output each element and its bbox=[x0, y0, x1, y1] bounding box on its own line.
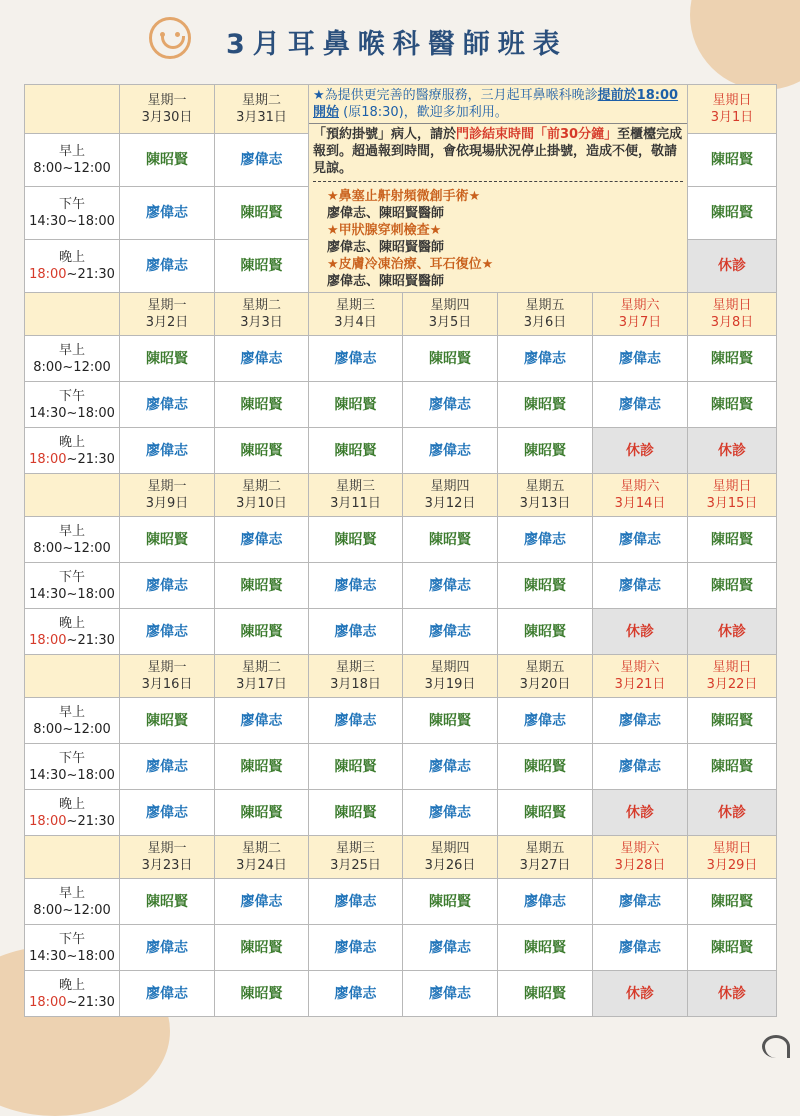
slot-name: 下午 bbox=[58, 750, 85, 766]
slot-label-evening bbox=[25, 790, 120, 836]
doctor-cell: 陳昭賢 bbox=[688, 879, 777, 925]
corner-cell bbox=[25, 474, 120, 517]
day-header bbox=[688, 836, 777, 879]
slot-row-morning bbox=[25, 336, 777, 382]
date: 3月26日 bbox=[424, 858, 476, 873]
notice-box bbox=[309, 85, 688, 293]
doctor-cell: 廖偉志 bbox=[120, 428, 215, 474]
slot-time-start: 18:00 bbox=[29, 632, 67, 648]
slot-time: 8:00~12:00 bbox=[33, 721, 111, 737]
day-header bbox=[688, 474, 777, 517]
week-header-row bbox=[25, 836, 777, 879]
doctor-cell: 陳昭賢 bbox=[688, 698, 777, 744]
doctor-cell: 陳昭賢 bbox=[215, 187, 309, 240]
day-header bbox=[593, 474, 688, 517]
notice-item1-title: ★鼻塞止鼾射頻微創手術★ bbox=[327, 189, 481, 204]
doctor-cell: 廖偉志 bbox=[403, 609, 498, 655]
doctor-cell: 陳昭賢 bbox=[403, 698, 498, 744]
day-header bbox=[403, 293, 498, 336]
doctor-cell: 陳昭賢 bbox=[215, 240, 309, 293]
slot-time-end: ~21:30 bbox=[66, 994, 115, 1010]
slot-name: 下午 bbox=[58, 197, 85, 213]
doctor-cell: 廖偉志 bbox=[215, 134, 309, 187]
date: 3月12日 bbox=[424, 496, 476, 511]
slot-label-morning bbox=[25, 879, 120, 925]
slot-row-evening bbox=[25, 609, 777, 655]
corner-cell bbox=[25, 293, 120, 336]
date: 3月6日 bbox=[523, 315, 567, 330]
date: 3月23日 bbox=[141, 858, 193, 873]
notice-line1-a: ★為提供更完善的醫療服務，三月起耳鼻喉科晚診 bbox=[313, 88, 598, 103]
doctor-cell: 廖偉志 bbox=[593, 744, 688, 790]
weekday: 星期五 bbox=[525, 479, 565, 494]
slot-time: 14:30~18:00 bbox=[29, 214, 115, 230]
weekday: 星期三 bbox=[335, 841, 375, 856]
day-header bbox=[403, 474, 498, 517]
slot-time: 14:30~18:00 bbox=[29, 405, 115, 421]
day-header bbox=[688, 655, 777, 698]
slot-label-afternoon bbox=[25, 744, 120, 790]
day-header bbox=[688, 293, 777, 336]
slot-label-morning bbox=[25, 134, 120, 187]
weekday: 星期六 bbox=[620, 298, 660, 313]
doctor-cell: 陳昭賢 bbox=[215, 744, 309, 790]
doctor-cell: 廖偉志 bbox=[403, 744, 498, 790]
day-header bbox=[309, 836, 403, 879]
weekday: 星期四 bbox=[430, 479, 470, 494]
notice-item1-doctors: 廖偉志、陳昭賢醫師 bbox=[327, 206, 445, 221]
slot-name: 晚上 bbox=[58, 796, 85, 812]
doctor-cell: 廖偉志 bbox=[403, 428, 498, 474]
weekday: 星期二 bbox=[241, 479, 281, 494]
doctor-cell: 陳昭賢 bbox=[498, 925, 593, 971]
date: 3月24日 bbox=[236, 858, 287, 873]
doctor-cell: 陳昭賢 bbox=[403, 879, 498, 925]
date: 3月5日 bbox=[428, 315, 472, 330]
weekday: 星期四 bbox=[430, 841, 470, 856]
slot-row-morning bbox=[25, 698, 777, 744]
closed-cell: 休診 bbox=[688, 790, 777, 836]
doctor-cell: 陳昭賢 bbox=[120, 879, 215, 925]
doctor-cell: 陳昭賢 bbox=[688, 336, 777, 382]
date: 3月11日 bbox=[330, 496, 381, 511]
doctor-cell: 廖偉志 bbox=[120, 563, 215, 609]
smiley-icon bbox=[149, 17, 191, 59]
closed-cell: 休診 bbox=[593, 609, 688, 655]
date: 3月7日 bbox=[618, 315, 662, 330]
slot-row-afternoon bbox=[25, 382, 777, 428]
day-header bbox=[688, 85, 777, 134]
doctor-cell: 廖偉志 bbox=[215, 336, 309, 382]
day-header bbox=[498, 474, 593, 517]
date: 3月8日 bbox=[710, 315, 754, 330]
week-header-row bbox=[25, 293, 777, 336]
date: 3月25日 bbox=[330, 858, 381, 873]
date: 3月29日 bbox=[706, 858, 758, 873]
weekday: 星期二 bbox=[241, 298, 281, 313]
doctor-cell: 廖偉志 bbox=[498, 698, 593, 744]
date: 3月4日 bbox=[334, 315, 377, 330]
decor-curl-icon bbox=[762, 1035, 790, 1058]
slot-row-evening bbox=[25, 790, 777, 836]
slot-name: 早上 bbox=[58, 704, 85, 720]
slot-name: 下午 bbox=[58, 388, 85, 404]
closed-cell: 休診 bbox=[688, 971, 777, 1017]
slot-name: 下午 bbox=[58, 569, 85, 585]
date: 3月16日 bbox=[141, 677, 193, 692]
day-header bbox=[403, 836, 498, 879]
slot-time-start: 18:00 bbox=[29, 813, 67, 829]
closed-cell: 休診 bbox=[688, 428, 777, 474]
day-header bbox=[593, 836, 688, 879]
doctor-cell: 廖偉志 bbox=[498, 517, 593, 563]
doctor-cell: 廖偉志 bbox=[309, 879, 403, 925]
date: 3月30日 bbox=[141, 110, 193, 126]
doctor-cell: 廖偉志 bbox=[120, 240, 215, 293]
slot-time-start: 18:00 bbox=[29, 267, 67, 283]
slot-time: 8:00~12:00 bbox=[33, 161, 111, 177]
day-header bbox=[593, 293, 688, 336]
slot-name: 早上 bbox=[58, 885, 85, 901]
weekday: 星期二 bbox=[241, 660, 281, 675]
doctor-cell: 陳昭賢 bbox=[120, 698, 215, 744]
day-header bbox=[215, 474, 309, 517]
closed-cell: 休診 bbox=[688, 609, 777, 655]
weekday: 星期日 bbox=[712, 479, 752, 494]
slot-time-start: 18:00 bbox=[29, 451, 67, 467]
date: 3月27日 bbox=[519, 858, 571, 873]
doctor-cell: 陳昭賢 bbox=[688, 382, 777, 428]
doctor-cell: 陳昭賢 bbox=[688, 925, 777, 971]
date: 3月19日 bbox=[424, 677, 476, 692]
doctor-cell: 廖偉志 bbox=[120, 925, 215, 971]
date: 3月28日 bbox=[614, 858, 666, 873]
date: 3月9日 bbox=[145, 496, 189, 511]
closed-cell: 休診 bbox=[688, 240, 777, 293]
day-header bbox=[120, 836, 215, 879]
page-header bbox=[0, 0, 800, 84]
week-header-row bbox=[25, 85, 777, 134]
doctor-cell: 陳昭賢 bbox=[215, 609, 309, 655]
corner-cell bbox=[25, 655, 120, 698]
doctor-cell: 廖偉志 bbox=[309, 698, 403, 744]
weekday: 星期日 bbox=[712, 841, 752, 856]
weekday: 星期二 bbox=[241, 841, 281, 856]
doctor-cell: 陳昭賢 bbox=[688, 134, 777, 187]
slot-label-afternoon bbox=[25, 563, 120, 609]
slot-time-end: ~21:30 bbox=[66, 813, 115, 829]
weekday: 星期五 bbox=[525, 841, 565, 856]
doctor-cell: 廖偉志 bbox=[309, 971, 403, 1017]
doctor-cell: 廖偉志 bbox=[403, 971, 498, 1017]
slot-time: 8:00~12:00 bbox=[33, 540, 111, 556]
doctor-cell: 陳昭賢 bbox=[120, 336, 215, 382]
date: 3月17日 bbox=[236, 677, 287, 692]
doctor-cell: 陳昭賢 bbox=[498, 563, 593, 609]
weekday: 星期三 bbox=[335, 298, 375, 313]
date: 3月3日 bbox=[240, 315, 283, 330]
doctor-cell: 廖偉志 bbox=[309, 336, 403, 382]
date: 3月31日 bbox=[236, 110, 287, 126]
day-header bbox=[309, 655, 403, 698]
notice-item3-title: ★皮膚冷凍治療、耳石復位★ bbox=[327, 257, 494, 272]
doctor-cell: 陳昭賢 bbox=[688, 517, 777, 563]
doctor-cell: 陳昭賢 bbox=[215, 790, 309, 836]
weekday: 星期五 bbox=[525, 298, 565, 313]
weekday: 星期六 bbox=[620, 660, 660, 675]
day-header bbox=[215, 655, 309, 698]
slot-name: 晚上 bbox=[58, 250, 85, 266]
weekday: 星期六 bbox=[620, 841, 660, 856]
slot-name: 早上 bbox=[58, 144, 85, 160]
doctor-cell: 陳昭賢 bbox=[215, 382, 309, 428]
date: 3月1日 bbox=[710, 110, 754, 126]
date: 3月10日 bbox=[236, 496, 287, 511]
day-header bbox=[593, 655, 688, 698]
day-header bbox=[215, 293, 309, 336]
notice-line2-c: 至櫃檯完成報到。超過報到時間，會依現場狀況停止掛號，造成不便，敬請見諒。 bbox=[313, 127, 683, 176]
doctor-cell: 陳昭賢 bbox=[309, 744, 403, 790]
date: 3月22日 bbox=[706, 677, 758, 692]
day-header bbox=[120, 474, 215, 517]
weekday: 星期日 bbox=[712, 660, 752, 675]
slot-label-evening bbox=[25, 609, 120, 655]
weekday: 星期四 bbox=[430, 660, 470, 675]
doctor-cell: 陳昭賢 bbox=[120, 134, 215, 187]
day-header bbox=[309, 474, 403, 517]
day-header bbox=[120, 293, 215, 336]
weekday: 星期二 bbox=[241, 93, 281, 109]
doctor-cell: 廖偉志 bbox=[215, 879, 309, 925]
slot-label-evening bbox=[25, 971, 120, 1017]
slot-time-end: ~21:30 bbox=[66, 267, 115, 283]
doctor-cell: 陳昭賢 bbox=[403, 517, 498, 563]
slot-name: 早上 bbox=[58, 342, 85, 358]
doctor-cell: 陳昭賢 bbox=[498, 744, 593, 790]
notice-item2-doctors: 廖偉志、陳昭賢醫師 bbox=[327, 240, 445, 255]
weekday: 星期一 bbox=[147, 841, 187, 856]
week-header-row bbox=[25, 474, 777, 517]
notice-line1-c: (原18:30)，歡迎多加利用。 bbox=[339, 105, 508, 120]
doctor-cell: 陳昭賢 bbox=[498, 382, 593, 428]
slot-row-morning bbox=[25, 879, 777, 925]
doctor-cell: 陳昭賢 bbox=[498, 790, 593, 836]
slot-label-afternoon bbox=[25, 187, 120, 240]
slot-name: 下午 bbox=[58, 931, 85, 947]
doctor-cell: 廖偉志 bbox=[593, 879, 688, 925]
doctor-cell: 廖偉志 bbox=[403, 925, 498, 971]
doctor-cell: 陳昭賢 bbox=[309, 517, 403, 563]
doctor-cell: 廖偉志 bbox=[120, 382, 215, 428]
weekday: 星期一 bbox=[147, 298, 187, 313]
doctor-cell: 陳昭賢 bbox=[120, 517, 215, 563]
doctor-cell: 陳昭賢 bbox=[215, 971, 309, 1017]
doctor-cell: 廖偉志 bbox=[120, 187, 215, 240]
slot-time: 8:00~12:00 bbox=[33, 902, 111, 918]
doctor-cell: 廖偉志 bbox=[403, 563, 498, 609]
day-header bbox=[498, 293, 593, 336]
doctor-cell: 廖偉志 bbox=[593, 925, 688, 971]
doctor-cell: 廖偉志 bbox=[593, 698, 688, 744]
day-header bbox=[215, 85, 309, 134]
weekday: 星期三 bbox=[335, 479, 375, 494]
date: 3月21日 bbox=[614, 677, 666, 692]
day-header bbox=[120, 85, 215, 134]
notice-line2-b: 門診結束時間「前30分鐘」 bbox=[456, 127, 618, 142]
slot-name: 晚上 bbox=[58, 977, 85, 993]
day-header bbox=[309, 293, 403, 336]
doctor-cell: 廖偉志 bbox=[498, 336, 593, 382]
slot-time: 8:00~12:00 bbox=[33, 359, 111, 375]
date: 3月2日 bbox=[145, 315, 189, 330]
weekday: 星期五 bbox=[525, 660, 565, 675]
slot-row-evening bbox=[25, 428, 777, 474]
slot-label-morning bbox=[25, 517, 120, 563]
slot-time: 14:30~18:00 bbox=[29, 767, 115, 783]
doctor-cell: 陳昭賢 bbox=[688, 563, 777, 609]
doctor-cell: 廖偉志 bbox=[120, 744, 215, 790]
date: 3月20日 bbox=[519, 677, 571, 692]
slot-name: 早上 bbox=[58, 523, 85, 539]
doctor-cell: 陳昭賢 bbox=[309, 790, 403, 836]
doctor-cell: 廖偉志 bbox=[215, 698, 309, 744]
corner-cell bbox=[25, 85, 120, 134]
doctor-cell: 陳昭賢 bbox=[498, 971, 593, 1017]
day-header bbox=[120, 655, 215, 698]
day-header bbox=[403, 655, 498, 698]
notice-line2-a: 「預約掛號」病人，請於 bbox=[313, 127, 457, 142]
slot-time-end: ~21:30 bbox=[66, 632, 115, 648]
doctor-cell: 廖偉志 bbox=[403, 790, 498, 836]
doctor-cell: 廖偉志 bbox=[309, 925, 403, 971]
doctor-cell: 廖偉志 bbox=[593, 336, 688, 382]
weekday: 星期一 bbox=[147, 660, 187, 675]
slot-name: 晚上 bbox=[58, 615, 85, 631]
weekday: 星期一 bbox=[147, 93, 187, 109]
doctor-cell: 陳昭賢 bbox=[215, 925, 309, 971]
weekday: 星期三 bbox=[335, 660, 375, 675]
doctor-cell: 陳昭賢 bbox=[309, 428, 403, 474]
weekday: 星期日 bbox=[712, 93, 752, 109]
slot-name: 晚上 bbox=[58, 434, 85, 450]
notice-item2-title: ★甲狀腺穿刺檢查★ bbox=[327, 223, 442, 238]
doctor-cell: 廖偉志 bbox=[403, 382, 498, 428]
slot-time: 14:30~18:00 bbox=[29, 586, 115, 602]
slot-label-evening bbox=[25, 428, 120, 474]
slot-time-end: ~21:30 bbox=[66, 451, 115, 467]
doctor-cell: 廖偉志 bbox=[120, 971, 215, 1017]
day-header bbox=[498, 836, 593, 879]
notice-line1-b: 提前於18:00開始 bbox=[313, 88, 679, 120]
doctor-cell: 廖偉志 bbox=[215, 517, 309, 563]
closed-cell: 休診 bbox=[593, 971, 688, 1017]
date: 3月15日 bbox=[706, 496, 758, 511]
slot-time-start: 18:00 bbox=[29, 994, 67, 1010]
doctor-cell: 陳昭賢 bbox=[309, 382, 403, 428]
slot-label-evening bbox=[25, 240, 120, 293]
date: 3月13日 bbox=[519, 496, 571, 511]
doctor-cell: 廖偉志 bbox=[120, 790, 215, 836]
slot-label-morning bbox=[25, 336, 120, 382]
week-header-row bbox=[25, 655, 777, 698]
doctor-cell: 陳昭賢 bbox=[498, 609, 593, 655]
doctor-cell: 陳昭賢 bbox=[215, 428, 309, 474]
doctor-cell: 廖偉志 bbox=[309, 609, 403, 655]
slot-row-afternoon bbox=[25, 925, 777, 971]
weekday: 星期四 bbox=[430, 298, 470, 313]
doctor-cell: 陳昭賢 bbox=[215, 563, 309, 609]
date: 3月14日 bbox=[614, 496, 666, 511]
doctor-cell: 廖偉志 bbox=[593, 563, 688, 609]
slot-label-afternoon bbox=[25, 925, 120, 971]
doctor-cell: 陳昭賢 bbox=[498, 428, 593, 474]
closed-cell: 休診 bbox=[593, 790, 688, 836]
weekday: 星期六 bbox=[620, 479, 660, 494]
slot-row-afternoon bbox=[25, 744, 777, 790]
slot-row-evening bbox=[25, 971, 777, 1017]
slot-time: 14:30~18:00 bbox=[29, 948, 115, 964]
doctor-cell: 廖偉志 bbox=[309, 563, 403, 609]
schedule-table bbox=[24, 84, 777, 1017]
doctor-cell: 廖偉志 bbox=[593, 382, 688, 428]
closed-cell: 休診 bbox=[593, 428, 688, 474]
weekday: 星期日 bbox=[712, 298, 752, 313]
date: 3月18日 bbox=[330, 677, 381, 692]
doctor-cell: 廖偉志 bbox=[120, 609, 215, 655]
weekday: 星期一 bbox=[147, 479, 187, 494]
slot-row-morning bbox=[25, 517, 777, 563]
slot-label-afternoon bbox=[25, 382, 120, 428]
notice-item3-doctors: 廖偉志、陳昭賢醫師 bbox=[327, 274, 445, 289]
doctor-cell: 廖偉志 bbox=[593, 517, 688, 563]
day-header bbox=[215, 836, 309, 879]
doctor-cell: 廖偉志 bbox=[498, 879, 593, 925]
day-header bbox=[498, 655, 593, 698]
doctor-cell: 陳昭賢 bbox=[688, 187, 777, 240]
doctor-cell: 陳昭賢 bbox=[688, 744, 777, 790]
slot-row-afternoon bbox=[25, 563, 777, 609]
page-title: 3月耳鼻喉科醫師班表 bbox=[226, 29, 568, 60]
doctor-cell: 陳昭賢 bbox=[403, 336, 498, 382]
slot-label-morning bbox=[25, 698, 120, 744]
corner-cell bbox=[25, 836, 120, 879]
